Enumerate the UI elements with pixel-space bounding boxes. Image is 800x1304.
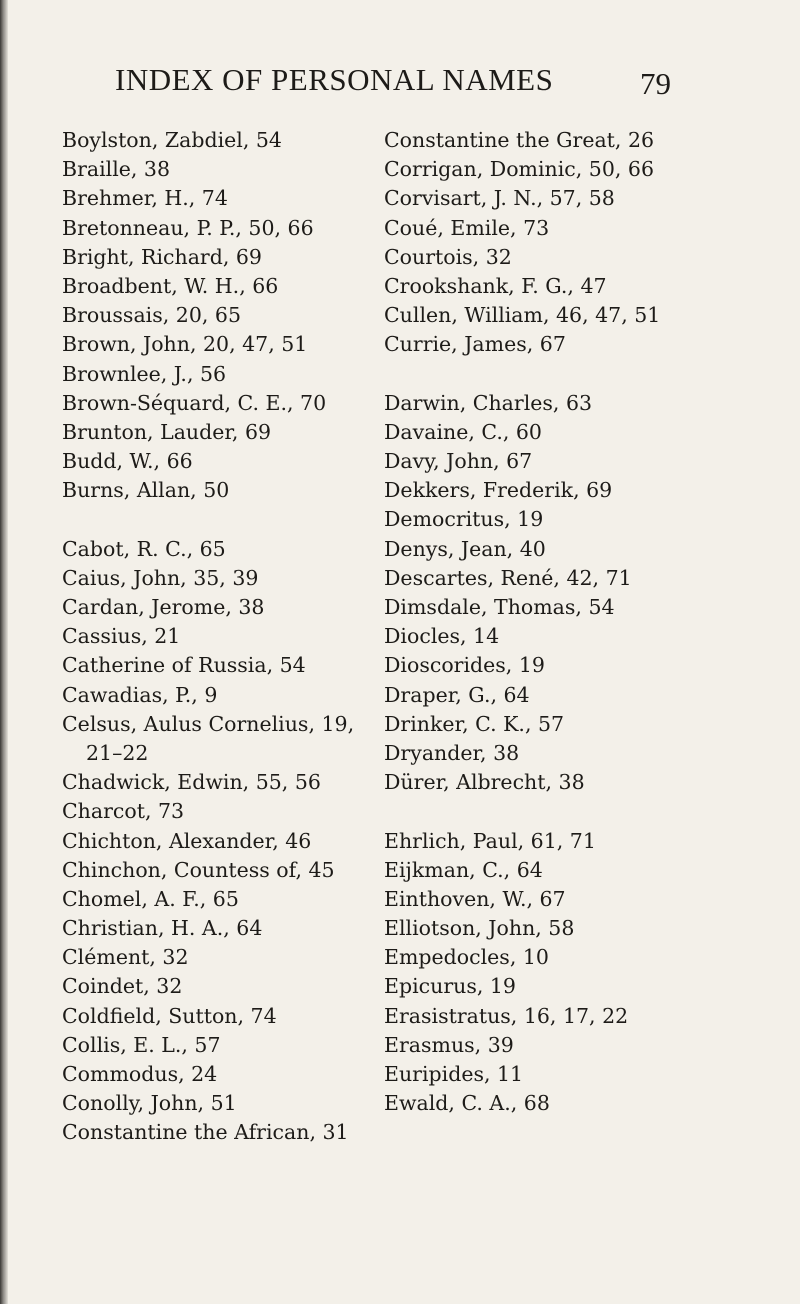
index-entry: Descartes, René, 42, 71 [384, 565, 632, 590]
index-entry: Dekkers, Frederik, 69 [384, 478, 613, 503]
index-entry: Davaine, C., 60 [384, 419, 542, 444]
letter-group-gap [62, 505, 422, 534]
index-entry: Draper, G., 64 [384, 682, 530, 707]
index-entry: Cassius, 21 [62, 624, 181, 649]
index-entry: Chadwick, Edwin, 55, 56 [62, 770, 321, 795]
index-entry: Cardan, Jerome, 38 [62, 595, 265, 619]
index-entry: Christian, H. A., 64 [62, 916, 263, 941]
index-entry: Brehmer, H., 74 [62, 186, 228, 211]
index-entry: Dimsdale, Thomas, 54 [384, 595, 615, 619]
index-entry: Caius, John, 35, 39 [62, 565, 259, 590]
index-entry: Constantine the Great, 26 [384, 128, 655, 152]
index-entry: Cabot, R. C., 65 [62, 536, 226, 561]
index-entry: Chomel, A. F., 65 [62, 886, 239, 911]
index-entry: Euripides, 11 [384, 1062, 524, 1086]
index-entry: Eijkman, C., 64 [384, 857, 543, 882]
page-number: 79 [640, 66, 671, 101]
index-entry: Bright, Richard, 69 [62, 244, 262, 269]
index-entry: Democritus, 19 [384, 507, 544, 532]
index-entry: Davy, John, 67 [384, 449, 533, 474]
index-entry: Erasmus, 39 [384, 1032, 514, 1057]
index-entry: Coindet, 32 [62, 974, 183, 999]
index-entry: Chinchon, Countess of, 45 [62, 857, 335, 882]
index-entry: Dürer, Albrecht, 38 [384, 770, 585, 795]
index-entry: Empedocles, 10 [384, 945, 549, 970]
index-entry: Dryander, 38 [384, 740, 520, 765]
index-entry: Brown, John, 20, 47, 51 [62, 332, 308, 357]
index-entry: Charcot, 73 [62, 799, 185, 824]
index-entry: Bretonneau, P. P., 50, 66 [62, 215, 314, 240]
index-entry: Catherine of Russia, 54 [62, 653, 306, 678]
index-entry: Corvisart, J. N., 57, 58 [384, 186, 615, 211]
index-entry: Crookshank, F. G., 47 [384, 273, 607, 298]
index-entry: Constantine the African, 31 [62, 1120, 349, 1145]
index-entry: Clément, 32 [62, 945, 189, 970]
index-entry: Boylston, Zabdiel, 54 [62, 128, 282, 152]
index-entry: Braille, 38 [62, 157, 171, 182]
index-entry: Ewald, C. A., 68 [384, 1091, 550, 1116]
index-entry: Darwin, Charles, 63 [384, 390, 593, 415]
index-entry: Celsus, Aulus Cornelius, 19, [62, 711, 355, 736]
binding-gutter-shadow [0, 0, 8, 1304]
page-header [0, 62, 800, 102]
index-entry: Commodus, 24 [62, 1062, 218, 1086]
index-entry: Brown-Séquard, C. E., 70 [62, 390, 327, 415]
index-entry: Cullen, William, 46, 47, 51 [384, 303, 661, 328]
index-entry: Brunton, Lauder, 69 [62, 419, 272, 444]
index-entry: Burns, Allan, 50 [62, 478, 230, 503]
index-entry: Epicurus, 19 [384, 974, 516, 999]
index-entry: Elliotson, John, 58 [384, 916, 575, 941]
index-entry: 21–22 [86, 740, 149, 765]
index-entry: Budd, W., 66 [62, 449, 193, 474]
index-entry: Einthoven, W., 67 [384, 886, 566, 911]
letter-group-gap [384, 797, 784, 826]
index-entry: Erasistratus, 16, 17, 22 [384, 1003, 629, 1028]
index-entry: Corrigan, Dominic, 50, 66 [384, 157, 655, 182]
index-entry: Currie, James, 67 [384, 332, 566, 357]
index-entry: Broussais, 20, 65 [62, 303, 241, 328]
index-column-right [384, 126, 784, 1118]
index-entry: Brownlee, J., 56 [62, 361, 227, 386]
index-entry: Dioscorides, 19 [384, 653, 545, 678]
index-entry: Conolly, John, 51 [62, 1091, 237, 1116]
index-entry: Cawadias, P., 9 [62, 682, 218, 707]
letter-group-gap [384, 360, 784, 389]
index-entry: Coué, Emile, 73 [384, 215, 550, 240]
index-entry: Coldfield, Sutton, 74 [62, 1003, 277, 1028]
index-entry: Courtois, 32 [384, 244, 512, 269]
index-entry: Diocles, 14 [384, 624, 500, 649]
running-title: INDEX OF PERSONAL NAMES [115, 62, 554, 97]
index-entry: Chichton, Alexander, 46 [62, 828, 312, 853]
index-column-left [62, 126, 422, 1148]
index-entry: Ehrlich, Paul, 61, 71 [384, 828, 596, 853]
index-entry: Denys, Jean, 40 [384, 536, 546, 561]
index-entry: Collis, E. L., 57 [62, 1032, 221, 1057]
index-entry: Drinker, C. K., 57 [384, 711, 565, 736]
index-entry: Broadbent, W. H., 66 [62, 273, 279, 298]
